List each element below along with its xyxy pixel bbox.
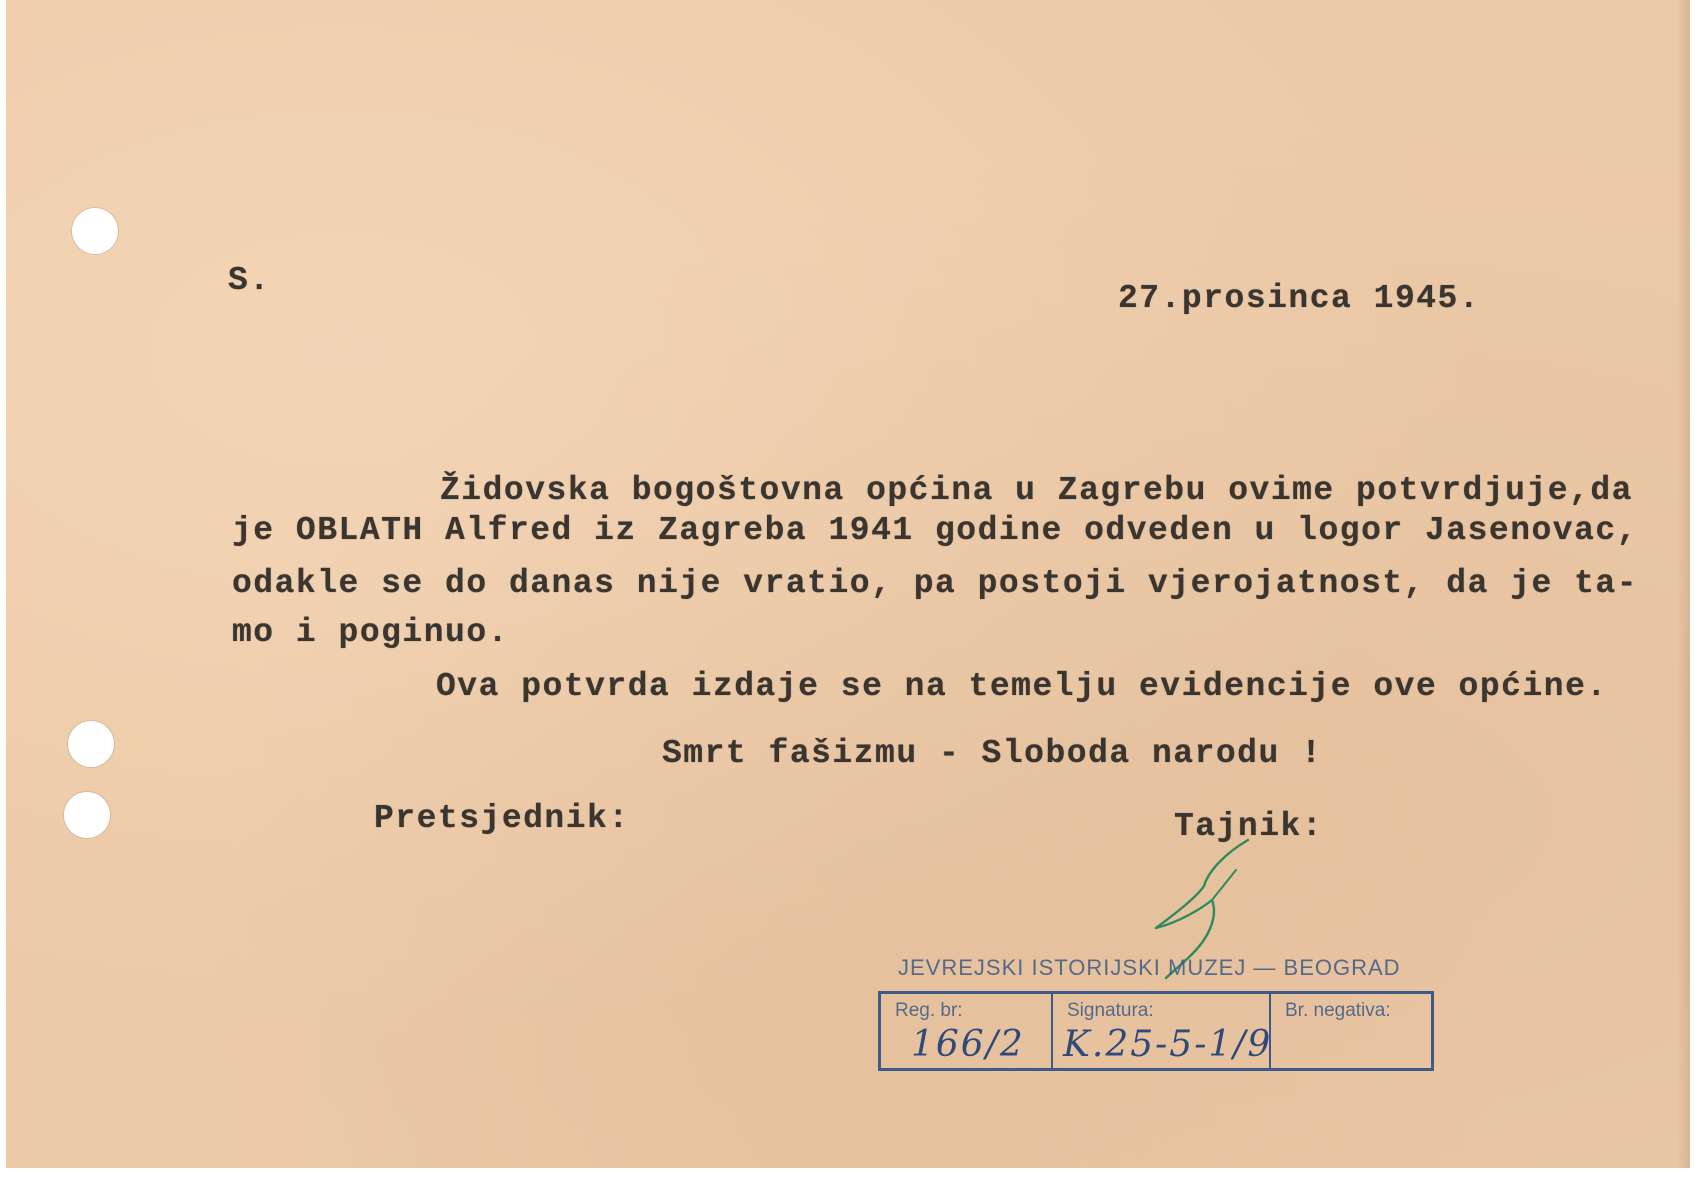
body-line: Židovska bogoštovna općina u Zagrebu ovime potvrdjuje,da: [440, 472, 1633, 509]
stamp-title: JEVREJSKI ISTORIJSKI MUZEJ — BEOGRAD: [898, 955, 1401, 980]
stamp-reg-label: Reg. br:: [895, 1000, 963, 1021]
body-line: odakle se do danas nije vratio, pa postoji vjerojatnost, da je ta-: [232, 565, 1639, 602]
second-paragraph: Ova potvrda izdaje se na temelju evidencije ove općine.: [436, 668, 1608, 705]
punch-hole-icon: [64, 792, 110, 838]
punch-hole-icon: [68, 721, 114, 767]
stamp-reg-value: 166/2: [911, 1024, 1025, 1065]
document-paper: [6, 0, 1690, 1168]
stamp-negative-cell: [1271, 994, 1431, 1068]
president-label: Pretsjednik:: [374, 800, 630, 837]
archive-stamp: [878, 955, 1440, 1083]
body-line: mo i poginuo.: [232, 614, 509, 651]
stamp-signatura-cell: [1053, 994, 1271, 1068]
slogan: Smrt fašizmu - Sloboda narodu !: [662, 735, 1323, 772]
paper-edge: [1676, 0, 1690, 1168]
stamp-negative-label: Br. negativa:: [1285, 1000, 1391, 1021]
stamp-signatura-value: K.25-5-1/9: [1063, 1024, 1273, 1065]
document-date: 27.prosinca 1945.: [1118, 280, 1481, 317]
document-reference: S.: [228, 262, 271, 299]
stamp-signatura-label: Signatura:: [1067, 1000, 1154, 1021]
body-line: je OBLATH Alfred iz Zagreba 1941 godine odveden u logor Jasenovac,: [232, 512, 1639, 549]
punch-hole-icon: [72, 208, 118, 254]
stamp-box: [878, 991, 1434, 1071]
secretary-label: Tajnik:: [1174, 808, 1324, 845]
stamp-reg-cell: [881, 994, 1053, 1068]
